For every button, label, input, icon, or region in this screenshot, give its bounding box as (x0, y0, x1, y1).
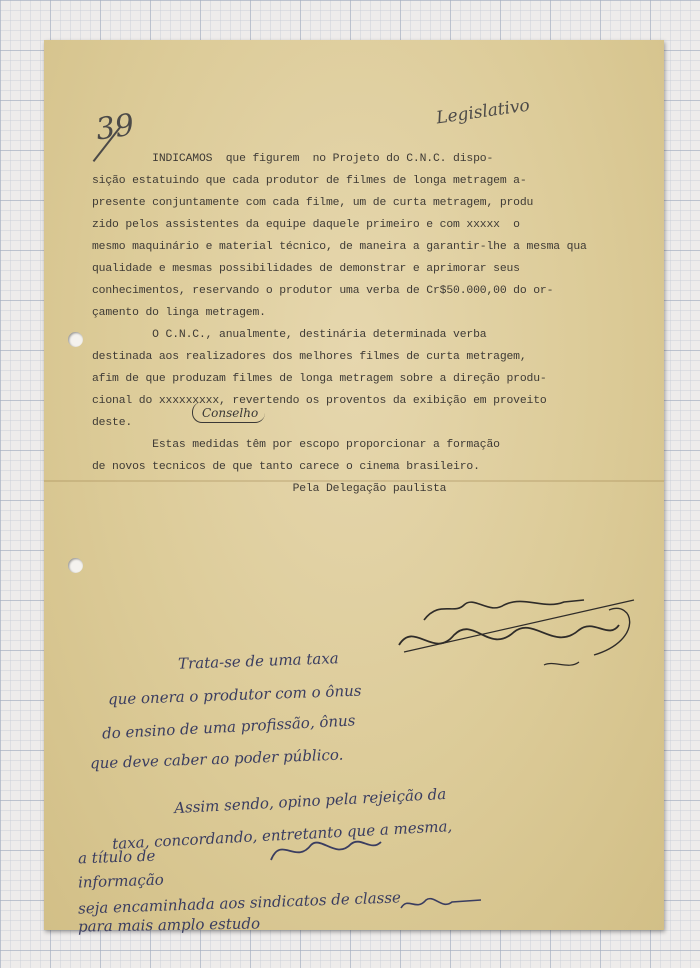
typed-line: qualidade e mesmas possibilidades de demonstrar e aprimorar seus (92, 263, 520, 275)
handwritten-line: seja encaminhada aos sindicatos de classe (77, 888, 402, 918)
correction-bracket (192, 402, 265, 423)
typed-line: O C.N.C., anualmente, destinária determinada verba (92, 329, 487, 341)
typed-line: çamento do linga metragem. (92, 307, 266, 319)
typed-line: Estas medidas têm por escopo proporcionar a formação (92, 439, 500, 451)
document-sheet (44, 40, 664, 936)
initials-signature (396, 890, 486, 916)
punch-hole-bottom (68, 558, 83, 573)
typed-line: de novos tecnicos de que tanto carece o cinema brasileiro. (92, 461, 480, 473)
typed-line: deste. (92, 417, 133, 429)
handwritten-line: para mais amplo estudo (77, 914, 261, 936)
typed-line: conhecimentos, reservando o produtor uma verba de Cr$50.000,00 do or- (92, 285, 554, 297)
page-number: 39 (93, 107, 137, 148)
handwritten-line: Assim sendo, opino pela rejeição da (173, 784, 447, 818)
signatures (394, 580, 654, 690)
typed-line: cional do xxxxxxxxx, revertendo os proventos da exibição em proveito (92, 395, 547, 407)
typed-line: zido pelos assistentes da equipe daquele primeiro e com xxxxx o (92, 219, 520, 231)
handwritten-line: que onera o produtor com o ônus (107, 681, 362, 709)
typed-line: mesmo maquinário e material técnico, de maneira a garantir-lhe a mesma qua (92, 241, 587, 253)
handwritten-line: Trata-se de uma taxa (177, 649, 339, 673)
handwritten-line: que deve caber ao poder público. (89, 745, 344, 773)
typed-line: INDICAMOS que figurem no Projeto do C.N.C. dispo- (92, 153, 494, 165)
signature-svg (394, 580, 654, 690)
handwritten-line: informação (77, 870, 165, 892)
handwritten-line: do ensino de uma profissão, ônus (101, 711, 356, 743)
header-note: Legislativo (435, 95, 532, 129)
typed-line: presente conjuntamente com cada filme, um de curta metragem, produ (92, 197, 534, 209)
handwritten-line: a título de (77, 846, 156, 868)
typed-line: afim de que produzam filmes de longa metragem sobre a direção produ- (92, 373, 547, 385)
handwritten-signature (266, 830, 386, 870)
typed-line: Pela Delegação paulista (92, 483, 447, 495)
inline-correction: Conselho (202, 406, 259, 420)
punch-hole-top (68, 332, 83, 347)
typed-line: destinada aos realizadores dos melhores filmes de curta metragem, (92, 351, 527, 363)
typed-text (92, 148, 632, 500)
typed-line: sição estatuindo que cada produtor de filmes de longa metragem a- (92, 175, 527, 187)
handwritten-line: taxa, concordando, entretanto que a mesma, (111, 817, 453, 853)
